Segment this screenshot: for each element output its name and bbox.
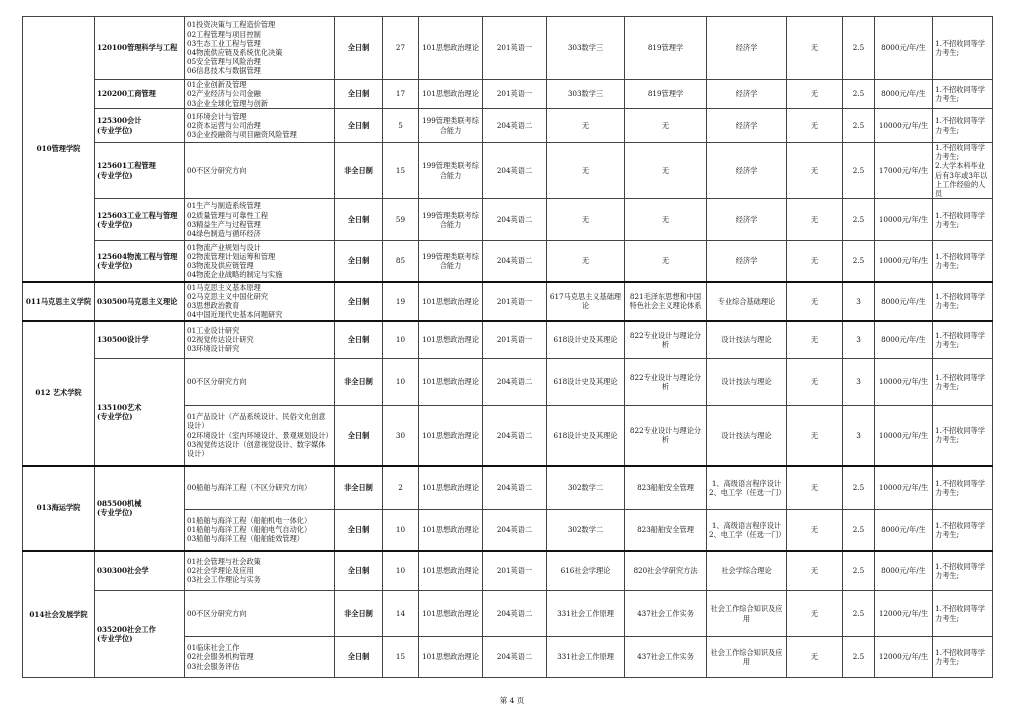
- enrollment-count-cell: 15: [383, 143, 419, 199]
- politics-exam-cell: 101思想政治理论: [419, 282, 483, 321]
- directions-cell: [185, 637, 335, 678]
- direction-item: 03物流及供应链管理: [187, 260, 254, 270]
- enrollment-count-cell: 15: [383, 637, 419, 678]
- retest-subject-cell: 设计技法与理论: [707, 406, 787, 466]
- table-row: [23, 466, 993, 510]
- subject-four-cell: 819管理学: [625, 17, 707, 80]
- study-years-cell: 2.5: [843, 80, 875, 109]
- direction-item: 03精益生产与过程管理: [187, 219, 261, 229]
- subject-four-cell: 822专业设计与理论分析: [625, 321, 707, 359]
- table-row: [23, 80, 993, 109]
- direction-item: 02马克思主义中国化研究: [187, 291, 269, 301]
- direction-item: 02环境设计（室内环境设计、景观规划设计）: [187, 430, 333, 440]
- extra-test-cell: 无: [787, 591, 843, 637]
- direction-item: 03社会工作理论与实务: [187, 575, 261, 585]
- table-row: [23, 241, 993, 282]
- enrollment-count-cell: 17: [383, 80, 419, 109]
- study-years-cell: 2.5: [843, 551, 875, 591]
- notes-cell: 1.不招收同等学力考生;: [933, 199, 993, 241]
- subject-four-cell: 819管理学: [625, 80, 707, 109]
- major-cell: 120100管理科学与工程: [95, 17, 185, 80]
- foreign-language-exam-cell: 201英语一: [483, 551, 547, 591]
- retest-subject-cell: 设计技法与理论: [707, 321, 787, 359]
- direction-item: 01社会管理与社会政策: [187, 556, 261, 566]
- notes-cell: 1.不招收同等学力考生;: [933, 406, 993, 466]
- politics-exam-cell: 199管理类联考综合能力: [419, 109, 483, 143]
- retest-subject-cell: 专业综合基础理论: [707, 282, 787, 321]
- notes-cell: 1.不招收同等学力考生;: [933, 466, 993, 510]
- enrollment-count-cell: 85: [383, 241, 419, 282]
- table-row: [23, 321, 993, 359]
- retest-subject-cell: 社会学综合理论: [707, 551, 787, 591]
- direction-item: 04中国近现代史基本问题研究: [187, 310, 283, 320]
- politics-exam-cell: 199管理类联考综合能力: [419, 199, 483, 241]
- table-body: [23, 17, 993, 678]
- tuition-fee-cell: 10000元/年/生: [875, 199, 933, 241]
- tuition-fee-cell: 10000元/年/生: [875, 406, 933, 466]
- page-number: 第 4 页: [499, 696, 525, 705]
- politics-exam-cell: 199管理类联考综合能力: [419, 143, 483, 199]
- subject-four-cell: 822专业设计与理论分析: [625, 406, 707, 466]
- admissions-table-sheet: [22, 16, 992, 678]
- direction-item: 01临床社会工作: [187, 643, 240, 653]
- direction-item: 05安全管理与风险治理: [187, 57, 261, 67]
- tuition-fee-cell: 8000元/年/生: [875, 321, 933, 359]
- extra-test-cell: 无: [787, 551, 843, 591]
- study-mode-cell: 全日制: [335, 80, 383, 109]
- notes-cell: 1.不招收同等学力考生;: [933, 321, 993, 359]
- direction-item: 00不区分研究方向: [187, 608, 247, 618]
- study-mode-cell: 全日制: [335, 282, 383, 321]
- direction-item: 02资本运营与公司治理: [187, 120, 261, 130]
- extra-test-cell: 无: [787, 406, 843, 466]
- politics-exam-cell: 101思想政治理论: [419, 466, 483, 510]
- major-cell: 030500马克思主义理论: [95, 282, 185, 321]
- study-mode-cell: 全日制: [335, 406, 383, 466]
- politics-exam-cell: 101思想政治理论: [419, 510, 483, 551]
- politics-exam-cell: 199管理类联考综合能力: [419, 241, 483, 282]
- tuition-fee-cell: 8000元/年/生: [875, 80, 933, 109]
- major-cell: 125300会计 (专业学位): [95, 109, 185, 143]
- notes-cell: 1.不招收同等学力考生;: [933, 551, 993, 591]
- direction-item: 06信息技术与数据管理: [187, 66, 261, 76]
- subject-three-cell: 无: [547, 143, 625, 199]
- notes-cell: 1.不招收同等学力考生;: [933, 282, 993, 321]
- direction-item: 03船舶与海洋工程（船舶能效管理）: [187, 534, 304, 544]
- college-cell: 011马克思主义学院: [23, 282, 95, 321]
- direction-item: 01产品设计（产品系统设计、民俗文化创意设计）: [187, 412, 326, 431]
- notes-cell: 1.不招收同等学力考生;: [933, 510, 993, 551]
- subject-three-cell: 302数学二: [547, 510, 625, 551]
- notes-cell: 1.不招收同等学力考生;: [933, 591, 993, 637]
- politics-exam-cell: 101思想政治理论: [419, 359, 483, 406]
- subject-four-cell: 无: [625, 199, 707, 241]
- direction-item: 03环境设计研究: [187, 344, 240, 354]
- retest-subject-cell: 设计技法与理论: [707, 359, 787, 406]
- foreign-language-exam-cell: 204英语二: [483, 109, 547, 143]
- directions-cell: [185, 359, 335, 406]
- enrollment-count-cell: 19: [383, 282, 419, 321]
- retest-subject-cell: 经济学: [707, 17, 787, 80]
- directions-cell: [185, 466, 335, 510]
- table-row: [23, 551, 993, 591]
- tuition-fee-cell: 8000元/年/生: [875, 17, 933, 80]
- study-mode-cell: 非全日制: [335, 359, 383, 406]
- study-years-cell: 2.5: [843, 143, 875, 199]
- direction-item: 03企业全球化管理与创新: [187, 98, 269, 108]
- extra-test-cell: 无: [787, 282, 843, 321]
- foreign-language-exam-cell: 201英语一: [483, 17, 547, 80]
- politics-exam-cell: 101思想政治理论: [419, 637, 483, 678]
- extra-test-cell: 无: [787, 510, 843, 551]
- direction-item: 00不区分研究方向: [187, 166, 247, 175]
- subject-four-cell: 无: [625, 241, 707, 282]
- direction-item: 00船舶与海洋工程（不区分研究方向）: [187, 483, 312, 493]
- direction-item: 01马克思主义基本原理: [187, 282, 261, 292]
- direction-item: 01环境会计与管理: [187, 111, 247, 121]
- tuition-fee-cell: 8000元/年/生: [875, 551, 933, 591]
- retest-subject-cell: 1、高级语言程序设计2、电工学（任选一门）: [707, 466, 787, 510]
- college-cell: 014社会发展学院: [23, 551, 95, 678]
- direction-item: 01工业设计研究: [187, 325, 240, 335]
- study-years-cell: 2.5: [843, 109, 875, 143]
- study-years-cell: 3: [843, 406, 875, 466]
- enrollment-count-cell: 10: [383, 551, 419, 591]
- table-row: [23, 591, 993, 637]
- subject-four-cell: 820社会学研究方法: [625, 551, 707, 591]
- directions-cell: [185, 17, 335, 80]
- tuition-fee-cell: 10000元/年/生: [875, 109, 933, 143]
- table-row: [23, 143, 993, 199]
- study-mode-cell: 全日制: [335, 637, 383, 678]
- subject-three-cell: 302数学二: [547, 466, 625, 510]
- extra-test-cell: 无: [787, 17, 843, 80]
- extra-test-cell: 无: [787, 321, 843, 359]
- study-years-cell: 2.5: [843, 510, 875, 551]
- major-cell: 125604物流工程与管理 (专业学位): [95, 241, 185, 282]
- study-mode-cell: 全日制: [335, 109, 383, 143]
- college-cell: 013海运学院: [23, 466, 95, 551]
- study-years-cell: 2.5: [843, 199, 875, 241]
- study-years-cell: 2.5: [843, 17, 875, 80]
- table-row: [23, 109, 993, 143]
- subject-three-cell: 无: [547, 199, 625, 241]
- tuition-fee-cell: 17000元/年/生: [875, 143, 933, 199]
- college-cell: 012 艺术学院: [23, 321, 95, 466]
- study-mode-cell: 非全日制: [335, 466, 383, 510]
- foreign-language-exam-cell: 204英语二: [483, 510, 547, 551]
- major-cell: 135100艺术 (专业学位): [95, 359, 185, 466]
- foreign-language-exam-cell: 201英语一: [483, 321, 547, 359]
- direction-item: 00不区分研究方向: [187, 377, 247, 387]
- extra-test-cell: 无: [787, 241, 843, 282]
- admissions-table: [22, 16, 993, 678]
- extra-test-cell: 无: [787, 80, 843, 109]
- directions-cell: [185, 591, 335, 637]
- foreign-language-exam-cell: 204英语二: [483, 466, 547, 510]
- study-years-cell: 3: [843, 282, 875, 321]
- notes-cell: 1.不招收同等学力考生;: [933, 17, 993, 80]
- study-mode-cell: 非全日制: [335, 591, 383, 637]
- extra-test-cell: 无: [787, 199, 843, 241]
- extra-test-cell: 无: [787, 637, 843, 678]
- directions-cell: [185, 143, 335, 199]
- tuition-fee-cell: 12000元/年/生: [875, 591, 933, 637]
- subject-three-cell: 303数学三: [547, 80, 625, 109]
- retest-subject-cell: 经济学: [707, 199, 787, 241]
- study-mode-cell: 全日制: [335, 17, 383, 80]
- directions-cell: [185, 109, 335, 143]
- politics-exam-cell: 101思想政治理论: [419, 17, 483, 80]
- direction-item: 03视觉传达设计（创意视觉设计、数字媒体设计）: [187, 439, 326, 459]
- major-cell: 120200工商管理: [95, 80, 185, 109]
- subject-four-cell: 822专业设计与理论分析: [625, 359, 707, 406]
- table-row: [23, 359, 993, 406]
- direction-item: 03企业投融资与项目融资风险管理: [187, 130, 297, 140]
- directions-cell: [185, 510, 335, 551]
- direction-item: 01船舶与海洋工程（船舶机电一体化）: [187, 515, 312, 525]
- study-mode-cell: 全日制: [335, 241, 383, 282]
- direction-item: 01物流产业规划与设计: [187, 242, 261, 252]
- foreign-language-exam-cell: 204英语二: [483, 637, 547, 678]
- direction-item: 02社会学理论及应用: [187, 566, 254, 576]
- direction-item: 03思想政治教育: [187, 301, 240, 311]
- enrollment-count-cell: 30: [383, 406, 419, 466]
- extra-test-cell: 无: [787, 143, 843, 199]
- retest-subject-cell: 社会工作综合知识及应用: [707, 637, 787, 678]
- foreign-language-exam-cell: 204英语二: [483, 591, 547, 637]
- tuition-fee-cell: 10000元/年/生: [875, 359, 933, 406]
- study-mode-cell: 非全日制: [335, 143, 383, 199]
- study-years-cell: 2.5: [843, 591, 875, 637]
- directions-cell: [185, 551, 335, 591]
- directions-cell: [185, 80, 335, 109]
- direction-item: 01船舶与海洋工程（船舶电气自动化）: [187, 525, 312, 535]
- direction-item: 02物流管理计划运筹和管理: [187, 251, 276, 261]
- direction-item: 01投资决策与工程造价管理: [187, 20, 276, 30]
- study-mode-cell: 全日制: [335, 321, 383, 359]
- subject-three-cell: 331社会工作原理: [547, 637, 625, 678]
- subject-three-cell: 303数学三: [547, 17, 625, 80]
- enrollment-count-cell: 14: [383, 591, 419, 637]
- enrollment-count-cell: 59: [383, 199, 419, 241]
- subject-three-cell: 616社会学理论: [547, 551, 625, 591]
- study-years-cell: 2.5: [843, 241, 875, 282]
- enrollment-count-cell: 2: [383, 466, 419, 510]
- direction-item: 02产业经济与公司金融: [187, 89, 261, 99]
- politics-exam-cell: 101思想政治理论: [419, 321, 483, 359]
- notes-cell: 1.不招收同等学力考生;: [933, 109, 993, 143]
- foreign-language-exam-cell: 204英语二: [483, 359, 547, 406]
- notes-cell: 1.不招收同等学力考生;: [933, 241, 993, 282]
- subject-three-cell: 618设计史及其理论: [547, 359, 625, 406]
- foreign-language-exam-cell: 204英语二: [483, 143, 547, 199]
- enrollment-count-cell: 5: [383, 109, 419, 143]
- directions-cell: [185, 406, 335, 466]
- subject-three-cell: 618设计史及其理论: [547, 321, 625, 359]
- notes-cell: 1.不招收同等学力考生;: [933, 359, 993, 406]
- direction-item: 01企业创新及管理: [187, 80, 247, 90]
- subject-four-cell: 437社会工作实务: [625, 637, 707, 678]
- direction-item: 04物流企业战略的制定与实施: [187, 270, 283, 280]
- college-cell: 010管理学院: [23, 17, 95, 282]
- major-cell: 085500机械 (专业学位): [95, 466, 185, 551]
- subject-four-cell: 823船舶安全管理: [625, 466, 707, 510]
- extra-test-cell: 无: [787, 109, 843, 143]
- retest-subject-cell: 经济学: [707, 241, 787, 282]
- table-row: [23, 17, 993, 80]
- subject-four-cell: 无: [625, 109, 707, 143]
- notes-cell: 1.不招收同等学力考生; 2.大学本科毕业后有3年或3年以上工作经验的人员: [933, 143, 993, 199]
- study-mode-cell: 全日制: [335, 199, 383, 241]
- study-mode-cell: 全日制: [335, 510, 383, 551]
- subject-four-cell: 821毛泽东思想和中国特色社会主义理论体系: [625, 282, 707, 321]
- directions-cell: [185, 282, 335, 321]
- major-cell: 035200社会工作 (专业学位): [95, 591, 185, 678]
- tuition-fee-cell: 10000元/年/生: [875, 466, 933, 510]
- subject-three-cell: 617马克思主义基础理论: [547, 282, 625, 321]
- subject-four-cell: 437社会工作实务: [625, 591, 707, 637]
- subject-three-cell: 618设计史及其理论: [547, 406, 625, 466]
- directions-cell: [185, 241, 335, 282]
- major-cell: 030300社会学: [95, 551, 185, 591]
- direction-item: 03生态工业工程与管理: [187, 38, 261, 48]
- enrollment-count-cell: 27: [383, 17, 419, 80]
- study-years-cell: 2.5: [843, 637, 875, 678]
- direction-item: 02工程管理与项目控制: [187, 29, 261, 39]
- foreign-language-exam-cell: 201英语一: [483, 282, 547, 321]
- study-years-cell: 3: [843, 359, 875, 406]
- politics-exam-cell: 101思想政治理论: [419, 80, 483, 109]
- tuition-fee-cell: 10000元/年/生: [875, 241, 933, 282]
- extra-test-cell: 无: [787, 466, 843, 510]
- retest-subject-cell: 社会工作综合知识及应用: [707, 591, 787, 637]
- foreign-language-exam-cell: 204英语二: [483, 406, 547, 466]
- retest-subject-cell: 经济学: [707, 143, 787, 199]
- subject-three-cell: 无: [547, 241, 625, 282]
- directions-cell: [185, 199, 335, 241]
- politics-exam-cell: 101思想政治理论: [419, 591, 483, 637]
- politics-exam-cell: 101思想政治理论: [419, 551, 483, 591]
- retest-subject-cell: 经济学: [707, 80, 787, 109]
- direction-item: 02社会服务机构管理: [187, 652, 254, 662]
- major-cell: 125601工程管理 (专业学位): [95, 143, 185, 199]
- study-mode-cell: 全日制: [335, 551, 383, 591]
- study-years-cell: 2.5: [843, 466, 875, 510]
- foreign-language-exam-cell: 201英语一: [483, 80, 547, 109]
- major-cell: 130500设计学: [95, 321, 185, 359]
- subject-three-cell: 无: [547, 109, 625, 143]
- tuition-fee-cell: 8000元/年/生: [875, 282, 933, 321]
- study-years-cell: 3: [843, 321, 875, 359]
- subject-four-cell: 823船舶安全管理: [625, 510, 707, 551]
- directions-cell: [185, 321, 335, 359]
- direction-item: 04绿色制造与循环经济: [187, 228, 261, 238]
- direction-item: 03社会服务评估: [187, 661, 240, 671]
- tuition-fee-cell: 12000元/年/生: [875, 637, 933, 678]
- tuition-fee-cell: 8000元/年/生: [875, 510, 933, 551]
- direction-item: 02视觉传达设计研究: [187, 335, 254, 345]
- retest-subject-cell: 1、高级语言程序设计2、电工学（任选一门）: [707, 510, 787, 551]
- subject-three-cell: 331社会工作原理: [547, 591, 625, 637]
- enrollment-count-cell: 10: [383, 359, 419, 406]
- retest-subject-cell: 经济学: [707, 109, 787, 143]
- notes-cell: 1.不招收同等学力考生;: [933, 637, 993, 678]
- foreign-language-exam-cell: 204英语二: [483, 199, 547, 241]
- notes-cell: 1.不招收同等学力考生;: [933, 80, 993, 109]
- foreign-language-exam-cell: 204英语二: [483, 241, 547, 282]
- direction-item: 02质量管理与可靠性工程: [187, 210, 269, 220]
- subject-four-cell: 无: [625, 143, 707, 199]
- table-row: [23, 199, 993, 241]
- direction-item: 04物流供应链及系统优化决策: [187, 48, 283, 57]
- enrollment-count-cell: 10: [383, 321, 419, 359]
- table-row: [23, 282, 993, 321]
- politics-exam-cell: 101思想政治理论: [419, 406, 483, 466]
- enrollment-count-cell: 10: [383, 510, 419, 551]
- extra-test-cell: 无: [787, 359, 843, 406]
- direction-item: 01生产与制造系统管理: [187, 201, 261, 211]
- major-cell: 125603工业工程与管理 (专业学位): [95, 199, 185, 241]
